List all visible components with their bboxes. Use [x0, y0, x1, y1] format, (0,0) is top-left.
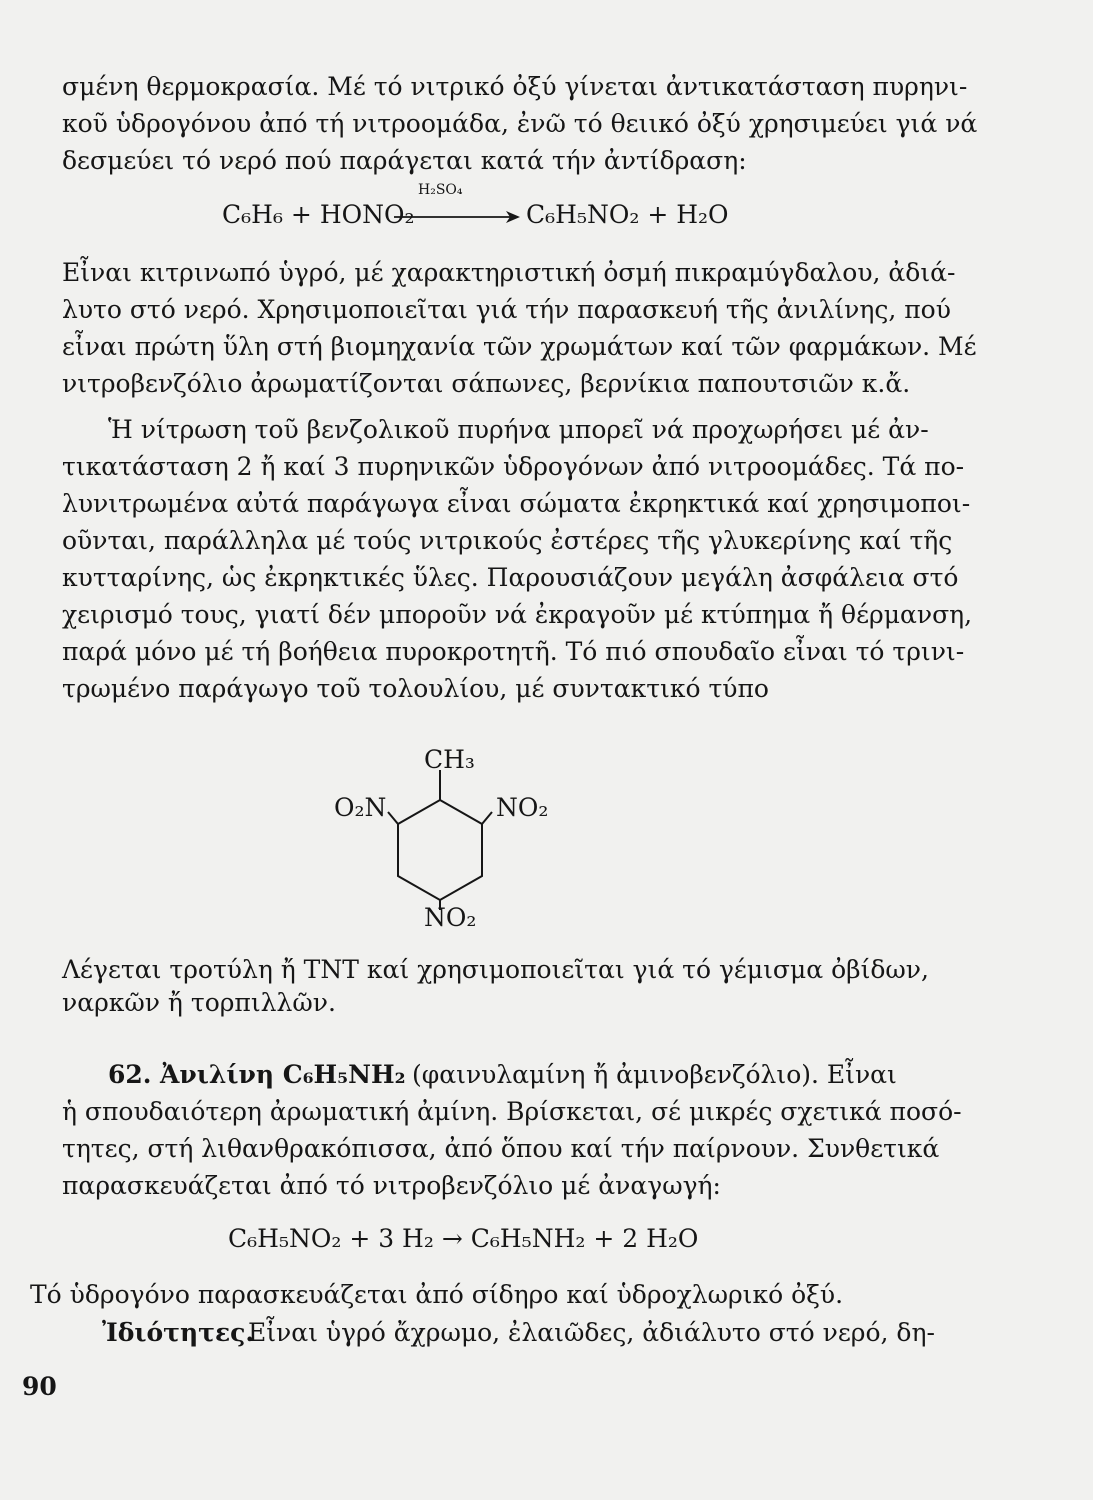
text-line: κυτταρίνης, ὡς ἐκρηκτικές ὕλες. Παρουσιάζουν μεγάλη ἀσφάλεια στό — [62, 563, 959, 592]
text-line: οῦνται, παράλληλα μέ τούς νιτρικούς ἐστέρες τῆς γλυκερίνης καί τῆς — [62, 526, 953, 555]
text-line: παρασκευάζεται ἀπό τό νιτροβενζόλιο μέ ἀναγωγή: — [62, 1171, 721, 1200]
equation-nitration-lhs: C₆H₆ + HONO₂ — [222, 200, 415, 229]
text-line: νιτροβενζόλιο ἀρωματίζονται σάπωνες, βερνίκια παπουτσιῶν κ.ἄ. — [62, 369, 911, 398]
text-line: Λέγεται τροτύλη ἤ TNT καί χρησιμοποιεῖται γιά τό γέμισμα ὀβίδων, — [62, 955, 929, 984]
show-through-bleed — [120, 196, 127, 221]
text-line: Τό ὑδρογόνο παρασκευάζεται ἀπό σίδηρο καί ὑδροχλωρικό ὀξύ. — [30, 1280, 844, 1309]
section-title-rest: (φαινυλαμίνη ἤ ἀμινοβενζόλιο). Εἶναι — [412, 1060, 897, 1089]
equation-catalyst: H₂SO₄ — [418, 182, 463, 198]
text-line: κοῦ ὑδρογόνου ἀπό τή νιτροομάδα, ἐνῶ τό θειικό ὀξύ χρησιμεύει γιά νά — [62, 109, 978, 138]
text-line: εἶναι πρώτη ὕλη στή βιομηχανία τῶν χρωμάτων καί τῶν φαρμάκων. Μέ — [62, 332, 977, 361]
section-title: Ἀνιλίνη C₆H₅NH₂ — [160, 1060, 406, 1089]
properties-text: Εἶναι ὑγρό ἄχρωμο, ἐλαιῶδες, ἀδιάλυτο στό νερό, δη- — [248, 1318, 935, 1347]
page-number: 90 — [22, 1372, 57, 1401]
molecule-right-group: NO₂ — [496, 793, 549, 822]
section-number: 62. — [108, 1060, 152, 1089]
molecule-bottom-group: NO₂ — [424, 903, 477, 930]
properties-label: Ἰδιότητες. — [102, 1318, 255, 1347]
equation-reduction: C₆H₅NO₂ + 3 H₂ → C₆H₅NH₂ + 2 H₂O — [228, 1224, 699, 1253]
text-line: λυνιτρωμένα αὐτά παράγωγα εἶναι σώματα ἐκρηκτικά καί χρησιμοποι- — [62, 489, 971, 518]
equation-nitration-rhs: C₆H₅NO₂ + H₂O — [526, 200, 729, 229]
text-line: χειρισμό τους, γιατί δέν μποροῦν νά ἐκραγοῦν μέ κτύπημα ἤ θέρμανση, — [62, 600, 973, 629]
text-line: λυτο στό νερό. Χρησιμοποιεῖται γιά τήν παρασκευή τῆς ἀνιλίνης, πού — [62, 295, 951, 324]
tnt-structural-formula — [320, 740, 580, 930]
reaction-arrow-icon — [392, 205, 522, 229]
text-line: σμένη θερμοκρασία. Μέ τό νιτρικό ὀξύ γίνεται ἀντικατάσταση πυρηνι- — [62, 72, 968, 101]
text-line: δεσμεύει τό νερό πού παράγεται κατά τήν ἀντίδραση: — [62, 146, 747, 175]
text-line: παρά μόνο μέ τή βοήθεια πυροκροτητῆ. Τό πιό σπουδαῖο εἶναι τό τρινι- — [62, 637, 965, 666]
text-line: ἡ σπουδαιότερη ἀρωματική ἀμίνη. Βρίσκεται, σέ μικρές σχετικά ποσό- — [62, 1097, 962, 1126]
text-line: τρωμένο παράγωγο τοῦ τολουλίου, μέ συντακτικό τύπο — [62, 674, 769, 703]
text-line: Εἶναι κιτρινωπό ὑγρό, μέ χαρακτηριστική ὀσμή πικραμύγδαλου, ἀδιά- — [62, 258, 956, 287]
text-line: τικατάσταση 2 ἤ καί 3 πυρηνικῶν ὑδρογόνων ἀπό νιτροομάδες. Τά πο- — [62, 452, 965, 481]
molecule-top-group: CH₃ — [424, 745, 475, 774]
molecule-left-group: O₂N — [334, 793, 387, 822]
text-line: Ἡ νίτρωση τοῦ βενζολικοῦ πυρήνα μπορεῖ νά προχωρήσει μέ ἀν- — [108, 415, 929, 444]
text-line: ναρκῶν ἤ τορπιλλῶν. — [62, 988, 336, 1017]
text-line: τητες, στή λιθανθρακόπισσα, ἀπό ὅπου καί τήν παίρνουν. Συνθετικά — [62, 1134, 940, 1163]
